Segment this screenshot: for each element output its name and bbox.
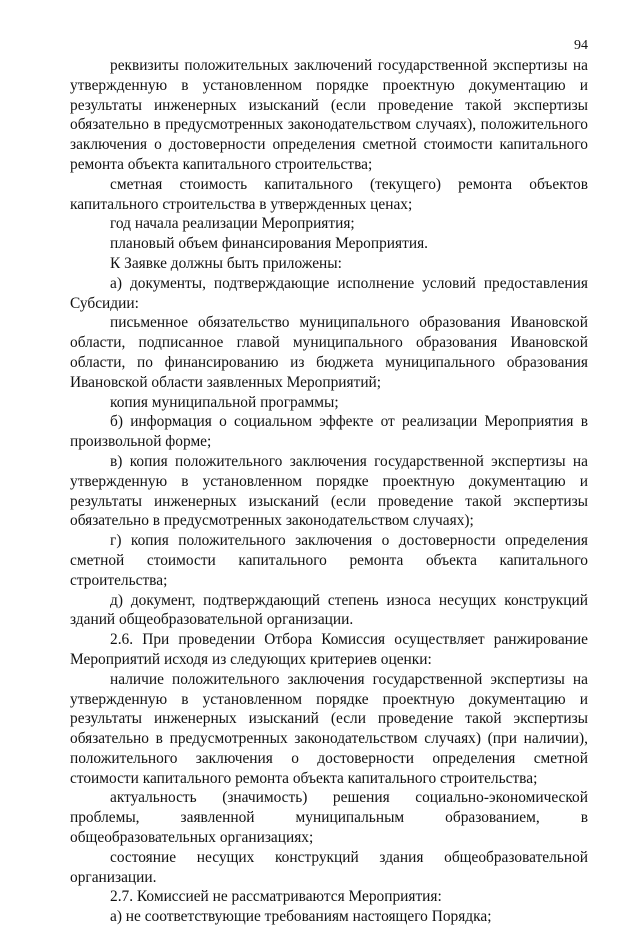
paragraph: К Заявке должны быть приложены: — [110, 254, 342, 272]
paragraph: 2.6. При проведении Отбора Комиссия осуществляет ранжирование Мероприятий исходя из следующих критериев оценки: — [70, 631, 588, 668]
paragraph: д) документ, подтверждающий степень износа несущих конструкций зданий общеобразовательной организации. — [70, 591, 588, 629]
paragraph: реквизиты положительных заключений государственной экспертизы на утвержденную в установленном порядке проектную документацию и результаты инженерных изысканий (если проведение такой экспертизы обязательно в предусмотренных законодательством случаях), положительного заключения о достоверности определения сметной стоимости капитального ремонта объекта капитального строительства; — [70, 57, 588, 173]
paragraph: сметная стоимость капитального (текущего) ремонта объектов капитального строительства в утвержденных ценах; — [70, 175, 588, 213]
paragraph: в) копия положительного заключения государственной экспертизы на утвержденную в установленном порядке проектную документацию и результаты инженерных изысканий (если проведение такой экспертизы обязательно в предусмотренных законодательством случаях); — [70, 452, 588, 530]
paragraph: б) информация о социальном эффекте от реализации Мероприятия в произвольной форме; — [70, 413, 588, 451]
paragraph: г) копия положительного заключения о достоверности определения сметной стоимости капитального ремонта объекта капитального строительства; — [70, 532, 588, 589]
paragraph: актуальность (значимость) решения социально-экономической проблемы, заявленной муниципальным образованием, в общеобразовательных организациях; — [70, 789, 588, 847]
page-number: 94 — [574, 38, 588, 53]
paragraph: письменное обязательство муниципального образования Ивановской области, подписанное главой муниципального образования Ивановской области, по финансированию из бюджета муниципального образования Ивановской области заявленных Мероприятий; — [70, 314, 588, 391]
paragraph: год начала реализации Мероприятия; — [110, 215, 355, 233]
paragraph: 2.7. Комиссией не рассматриваются Мероприятия: — [110, 888, 442, 906]
paragraph: наличие положительного заключения государственной экспертизы на утвержденную в установленном порядке проектную документацию и результаты инженерных изысканий (если проведение такой экспертизы обязательно в предусмотренных законодательством случаях) (при наличии), положительного заключения о достоверности определения сметной стоимости капитального ремонта объекта капитального строительства; — [70, 670, 588, 787]
paragraph: а) документы, подтверждающие исполнение условий предоставления Субсидии: — [70, 274, 588, 312]
paragraph: состояние несущих конструкций здания общеобразовательной организации. — [70, 848, 588, 886]
paragraph: а) не соответствующие требованиям настоящего Порядка; — [110, 908, 492, 926]
paragraph: копия муниципальной программы; — [110, 393, 339, 411]
document-body — [70, 56, 588, 927]
paragraph: плановый объем финансирования Мероприятия. — [110, 235, 428, 253]
